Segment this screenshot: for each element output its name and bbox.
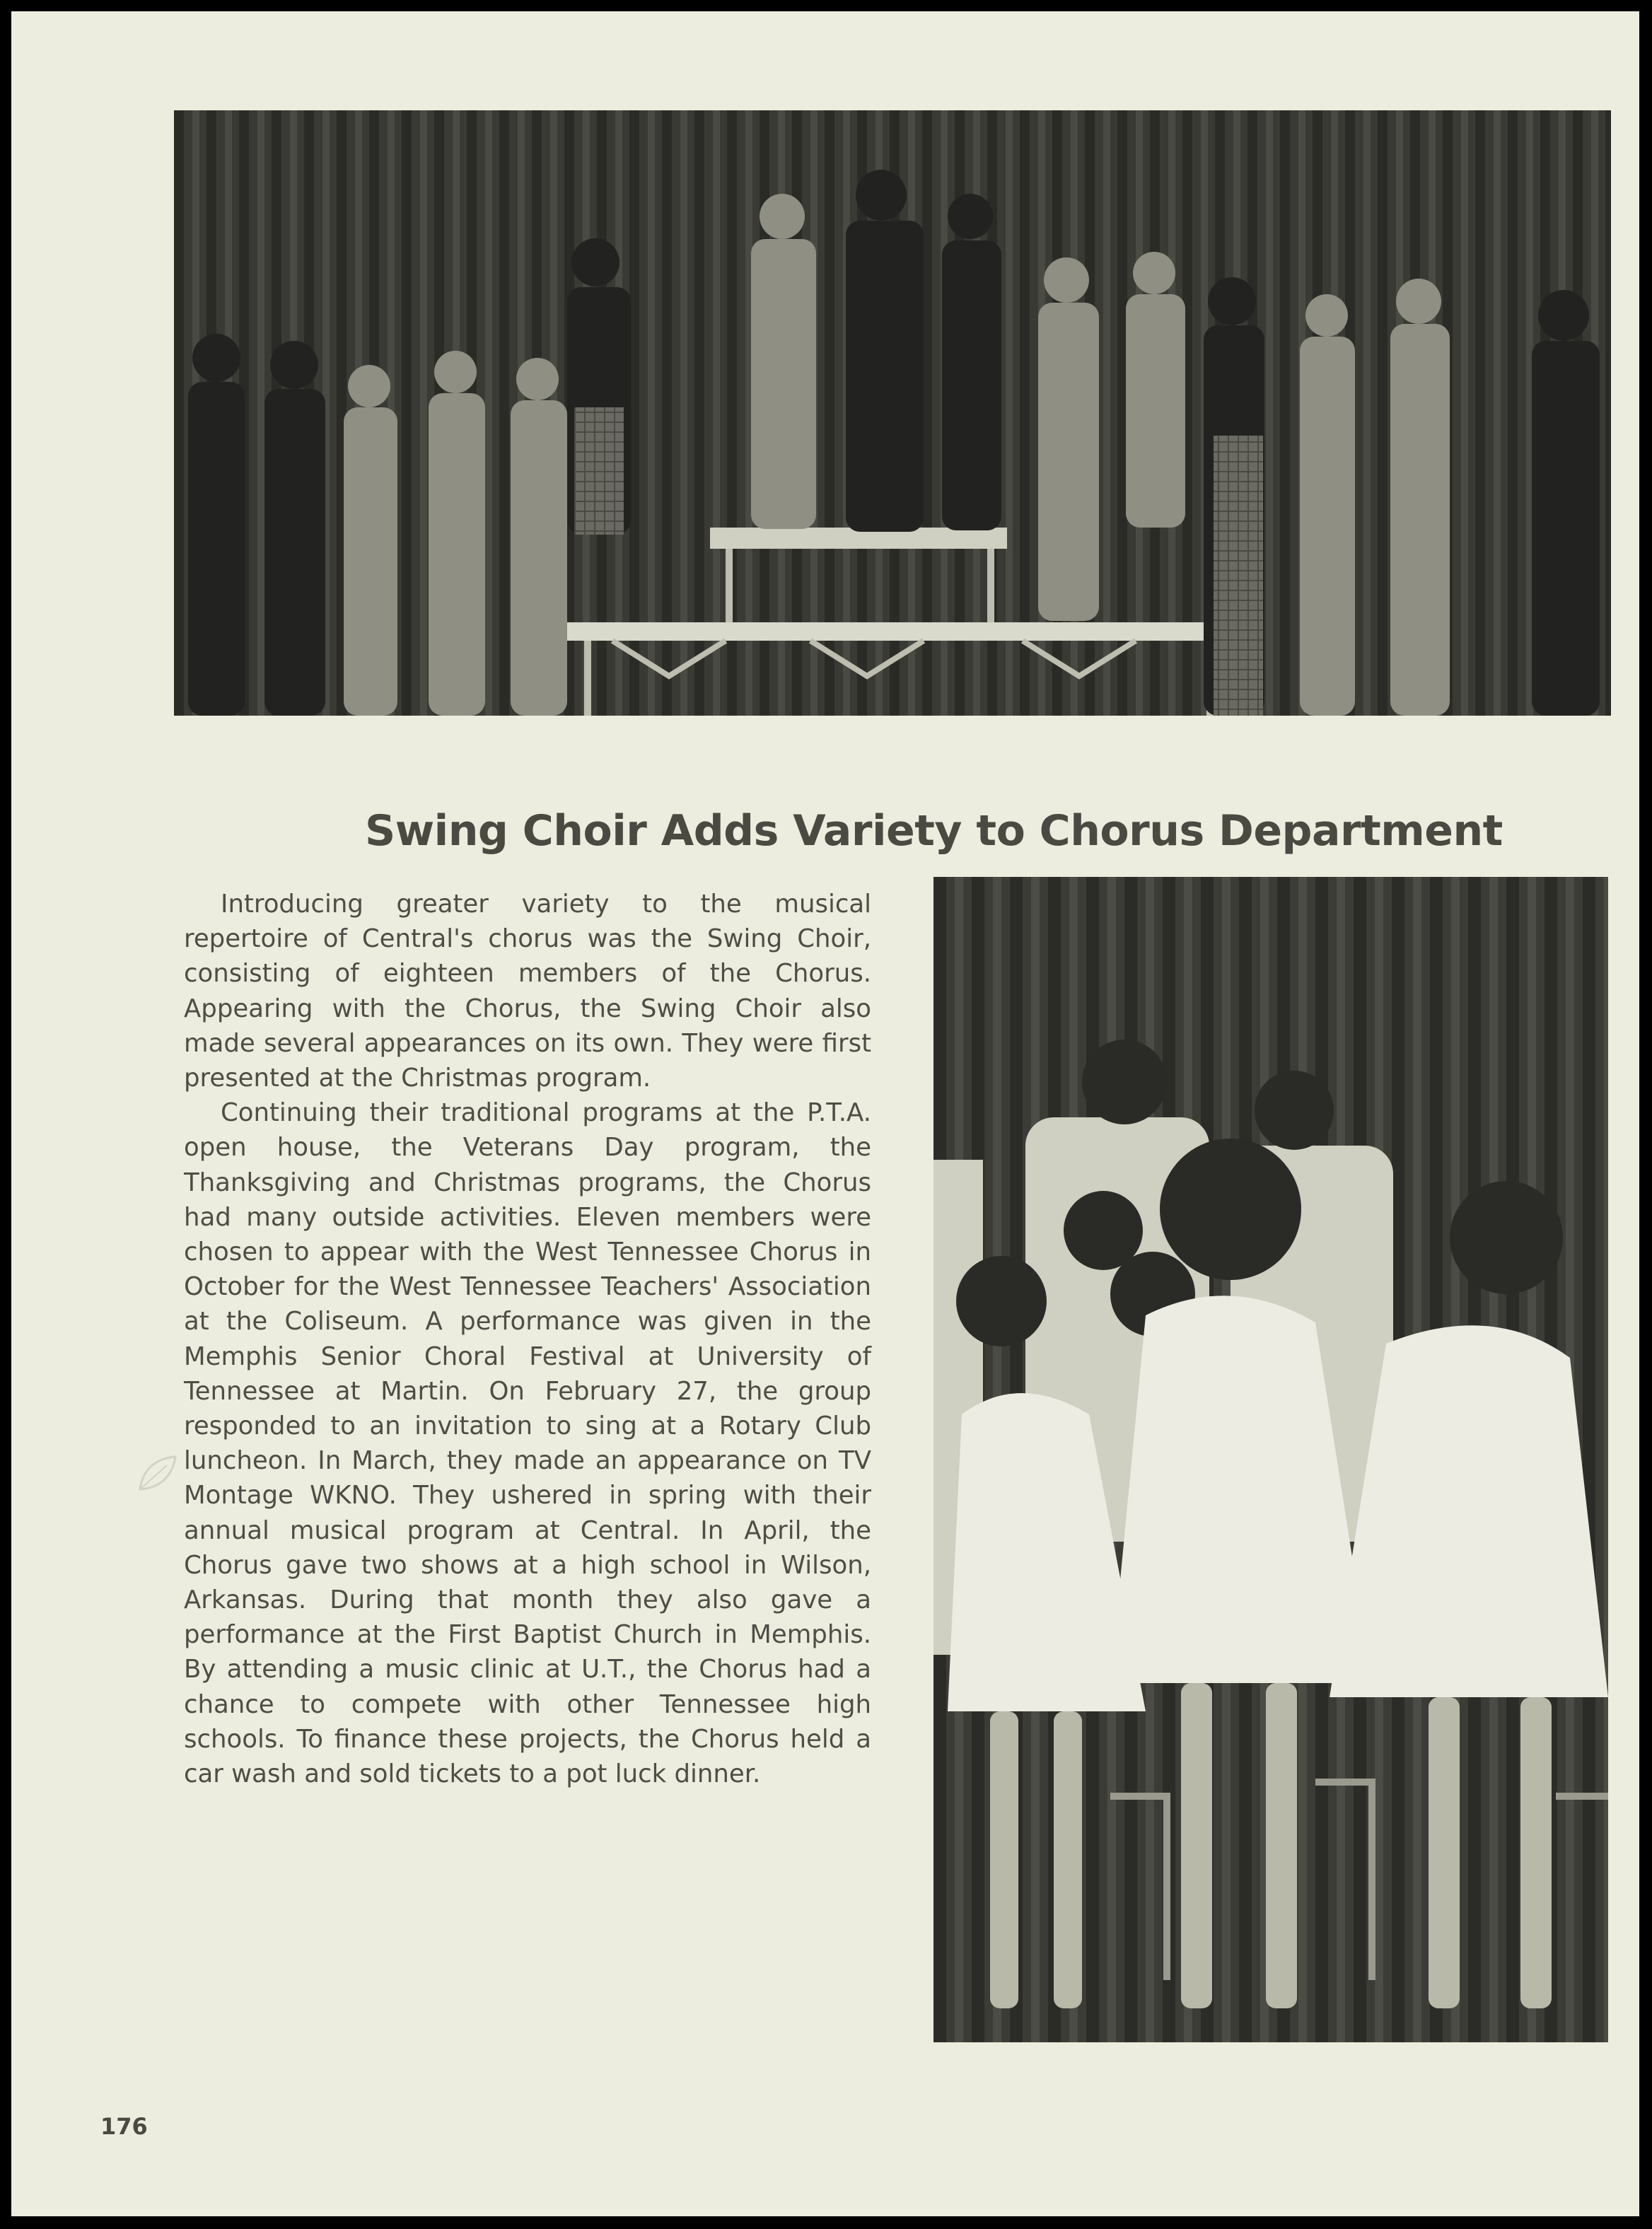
swing-choir-photo-illustration [174,110,1611,716]
leaf-watermark-icon [136,1454,178,1494]
chorus-photo-illustration [933,877,1608,2042]
swing-choir-group-photo [174,110,1611,716]
article-paragraph-1: Introducing greater variety to the musical repertoire of Central's chorus was the Swing Choir, consisting of eighteen members of the Chorus. Appearing with the Chorus, the Swing Choir also made several appearances on its own. They were first presented at the Christmas program. [184,890,871,1093]
chorus-performance-photo [933,877,1608,2042]
page-number: 176 [100,2113,148,2140]
yearbook-page [11,11,1639,2216]
article-headline: Swing Choir Adds Variety to Chorus Department [365,806,1503,856]
article-body [184,887,871,1791]
article-paragraph-2: Continuing their traditional programs at the P.T.A. open house, the Veterans Day program, the Thanksgiving and Christmas programs, the Chorus had many outside activities. Eleven members were chosen to appear with the West Tennessee Chorus in October for the West Tennessee Teachers' Association at the Coliseum. A performance was given in the Memphis Senior Choral Festival at University of Tennessee at Martin. On February 27, the group responded to an invitation to sing at a Rotary Club luncheon. In March, they made an appearance on TV Montage WKNO. They ushered in spring with their annual musical program at Central. In April, the Chorus gave two shows at a high school in Wilson, Arkansas. During that month they also gave a performance at the First Baptist Church in Memphis. By attending a music clinic at U.T., the Chorus had a chance to compete with other Tennessee high schools. To finance these projects, the Chorus held a car wash and sold tickets to a pot luck dinner. [184,1098,871,1789]
